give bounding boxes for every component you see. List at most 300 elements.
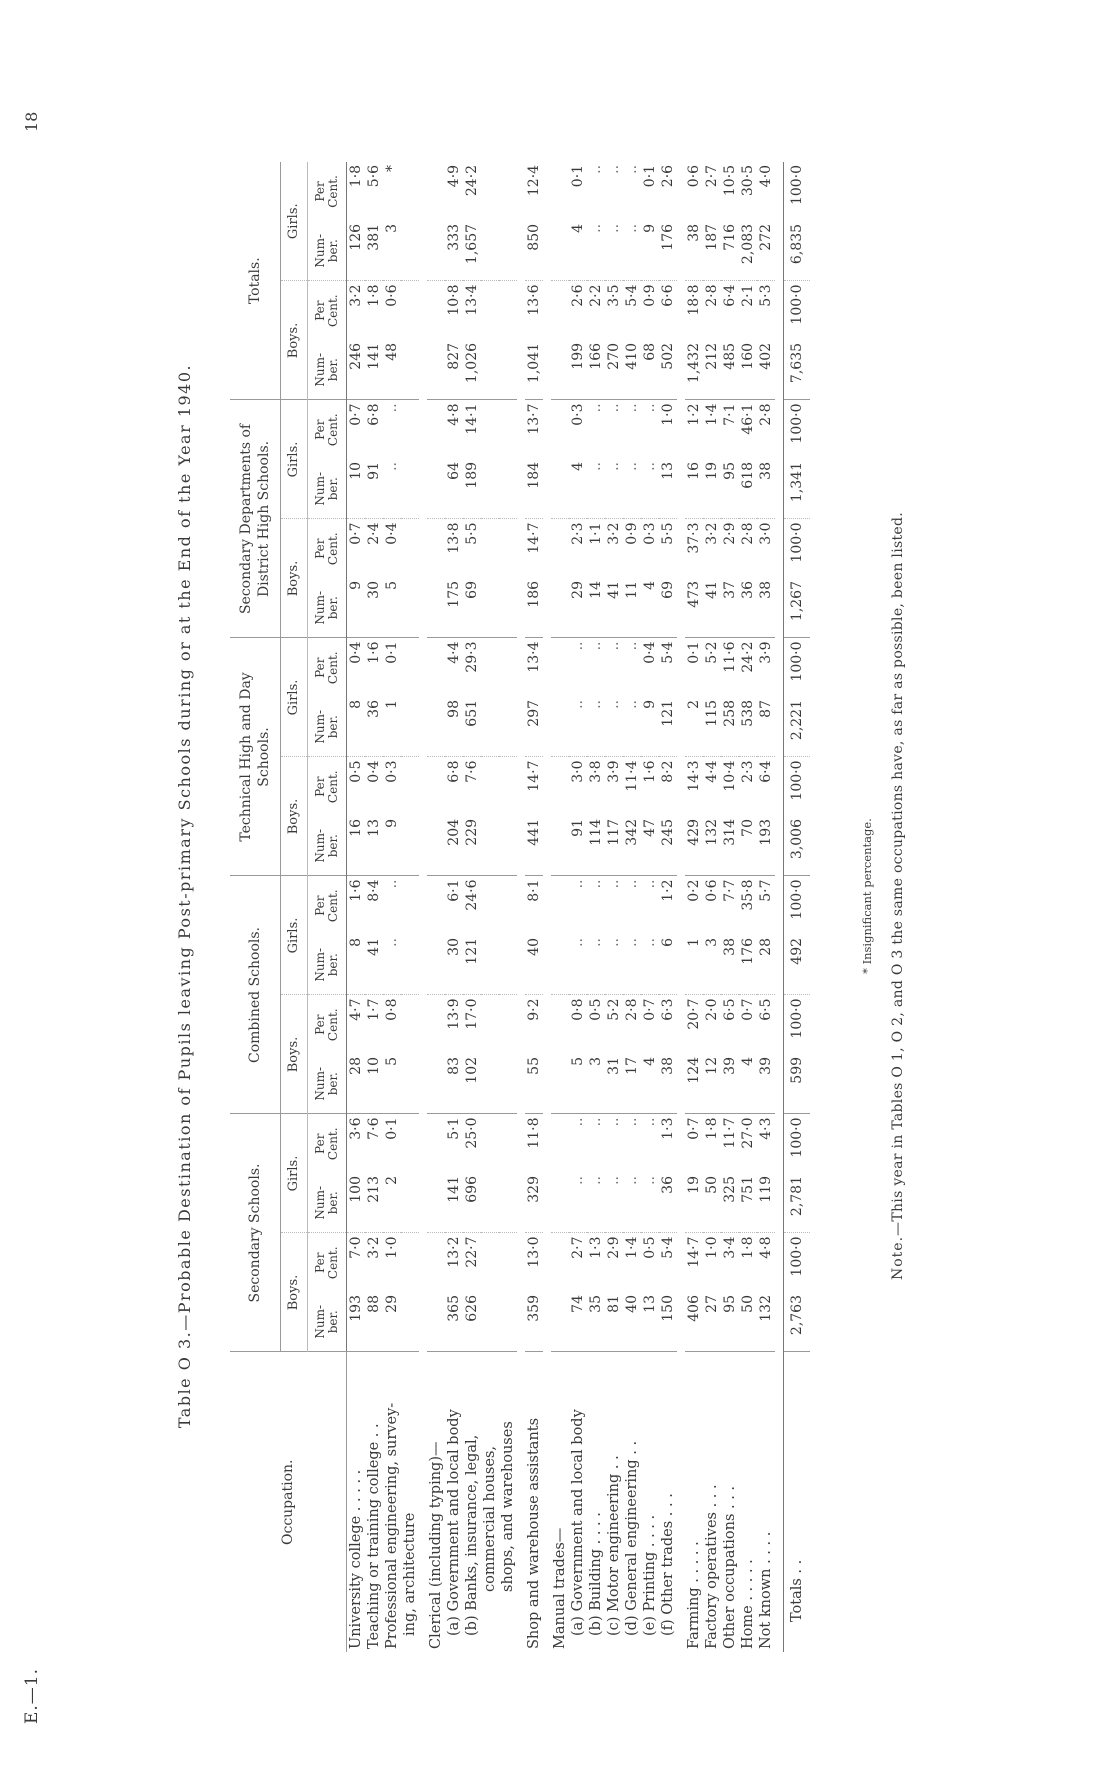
row-spacer [543,162,551,1652]
number-cell: 95 [721,459,739,519]
table-note [890,0,906,1792]
percent-cell [499,519,517,578]
percent-cell [499,995,517,1054]
number-cell: 37 [721,578,739,638]
number-cell [427,221,445,281]
percent-cell [401,757,419,816]
number-cell [551,935,569,995]
number-cell [401,221,419,281]
number-cell: .. [587,459,605,519]
number-cell [551,1292,569,1352]
number-cell: .. [569,935,587,995]
percent-cell: 10·4 [722,760,738,792]
number-cell: 9 [383,816,401,876]
number-cell [401,340,419,400]
percent-cell: .. [606,164,622,174]
percent-cell: 11·6 [722,641,738,673]
percent-cell [427,162,445,221]
occupation-label: (b) Banks, insurance, legal, [464,1434,480,1636]
table-row [587,162,605,1652]
percent-cell: .. [606,879,622,889]
number-cell: 7,635 [784,340,811,400]
number-cell: 406 [685,1292,703,1352]
percent-cell [499,876,517,935]
number-cell: .. [605,1173,623,1233]
table-row [739,162,757,1652]
number-cell: 381 [365,221,383,281]
number-header: Num-ber. [308,935,347,995]
percent-cell: 7·6 [464,760,480,783]
percent-header: Per Cent. [308,519,347,578]
number-cell [551,697,569,757]
number-cell: 83 [445,1054,463,1114]
percent-cell: 1·2 [686,403,702,426]
number-cell: .. [383,935,401,995]
number-cell: 35 [587,1292,605,1352]
percent-cell [427,1114,445,1173]
percent-cell [401,1114,419,1173]
number-cell: 204 [445,816,463,876]
percent-cell: 18·8 [686,284,702,316]
number-cell: 11 [623,578,641,638]
table-row [463,162,481,1652]
number-cell: 4 [641,578,659,638]
number-cell: 1,041 [525,340,543,400]
number-cell: 186 [525,578,543,638]
page-reference: E.—1. [22,1668,42,1725]
occupation-label: Factory operatives . . . [704,1484,720,1649]
percent-cell: 2·1 [740,284,756,307]
table-title: Table O 3.—Probable Destination of Pupils leaving Post-primary Schools during or at the End of the Year 1940. [175,363,194,1429]
number-cell [481,1054,499,1114]
percent-cell: 100·0 [784,519,811,578]
number-cell [481,816,499,876]
percent-cell: 2·9 [606,1236,622,1259]
number-cell: 9 [641,221,659,281]
percent-cell: 13·7 [526,403,542,435]
number-cell: 68 [641,340,659,400]
percent-cell: 0·7 [348,522,364,545]
sex-header-girls: Girls. [281,162,308,281]
totals-label: Totals . . [784,1352,811,1652]
percent-cell [401,519,419,578]
number-cell: 2 [383,1173,401,1233]
percent-cell: 2·8 [758,403,774,426]
spacer-cell [543,162,551,1652]
percent-cell: 5·4 [660,1236,676,1259]
number-cell: 30 [365,578,383,638]
percent-cell: 1·8 [348,164,364,188]
number-cell: 41 [703,578,721,638]
percent-cell: 13·4 [464,284,480,316]
number-cell: 4 [739,1054,757,1114]
number-cell: 29 [383,1292,401,1352]
percent-cell [401,162,419,221]
number-cell: 69 [659,578,677,638]
number-cell: 410 [623,340,641,400]
percent-cell: 14·7 [526,522,542,554]
percent-cell: 3·2 [704,522,720,545]
number-cell: .. [587,1173,605,1233]
percent-cell: 0·5 [588,998,604,1021]
number-header: Num-ber. [308,340,347,400]
number-cell: 121 [659,697,677,757]
percent-cell [427,519,445,578]
table-row [427,162,445,1652]
number-cell: 9 [347,578,366,638]
percent-cell [551,400,569,459]
percent-cell: 5·7 [758,879,774,902]
number-cell: 132 [703,816,721,876]
number-cell: 14 [587,578,605,638]
percent-cell [481,400,499,459]
footnote: * Insignificant percentage. [860,818,874,974]
number-cell: 141 [445,1173,463,1233]
percent-cell: 0·5 [642,1236,658,1259]
percent-cell: 6·8 [366,403,382,426]
number-cell: 402 [757,340,775,400]
number-cell: 3,006 [784,816,811,876]
number-cell [401,1054,419,1114]
number-cell: 651 [463,697,481,757]
number-cell: 41 [365,935,383,995]
number-cell [551,1054,569,1114]
number-cell: 212 [703,340,721,400]
percent-cell: 4·0 [758,164,774,188]
percent-cell: 35·8 [740,879,756,911]
percent-cell: 3·4 [722,1236,738,1259]
number-cell: .. [605,697,623,757]
percent-cell: 8·1 [526,879,542,902]
note-lead: Note. [890,1235,906,1280]
percent-cell: 4·3 [758,1117,774,1140]
percent-cell: .. [384,879,400,889]
number-cell: 30 [445,935,463,995]
occupation-label: Professional engineering, survey- [384,1402,400,1649]
occupation-header: Occupation. [230,1352,347,1652]
number-cell: 176 [659,221,677,281]
number-cell: 40 [623,1292,641,1352]
number-cell [401,1173,419,1233]
destination-table [230,162,810,1652]
number-cell [401,697,419,757]
number-cell: 13 [659,459,677,519]
percent-cell [551,876,569,935]
percent-header: Per Cent. [308,281,347,340]
number-cell [481,578,499,638]
percent-cell: 13·9 [446,998,462,1030]
number-cell: .. [605,935,623,995]
percent-cell: 2·9 [722,522,738,545]
table-row [525,162,543,1652]
number-cell: 1,341 [784,459,811,519]
percent-cell: 1·6 [348,879,364,902]
number-cell: 74 [569,1292,587,1352]
number-cell: 12 [703,1054,721,1114]
number-cell: 126 [347,221,366,281]
percent-cell: .. [642,879,658,889]
occupation-label: (a) Government and local body [570,1409,586,1636]
number-cell [427,459,445,519]
spacer-cell [775,162,784,1652]
number-cell: 119 [757,1173,775,1233]
number-cell: 95 [721,1292,739,1352]
number-cell: 13 [365,816,383,876]
percent-cell: 100·0 [784,638,811,697]
percent-cell [499,638,517,697]
number-cell: 17 [623,1054,641,1114]
number-cell: 5 [569,1054,587,1114]
percent-cell: 0·1 [570,164,586,188]
percent-cell: 100·0 [784,995,811,1054]
number-cell: 102 [463,1054,481,1114]
percent-cell: * [384,164,400,172]
number-cell: 160 [739,340,757,400]
percent-cell: 2·0 [704,998,720,1021]
number-cell: 270 [605,340,623,400]
percent-cell: 5·2 [606,998,622,1021]
percent-header: Per Cent. [308,995,347,1054]
percent-cell: 0·7 [642,998,658,1021]
number-cell: 3 [587,1054,605,1114]
row-spacer [419,162,427,1652]
occupation-label: (e) Printing . . . . [642,1514,658,1636]
number-cell: 36 [659,1173,677,1233]
number-cell [427,1173,445,1233]
percent-cell: .. [624,403,640,413]
table-header [230,162,347,1652]
percent-cell: 14·3 [686,760,702,792]
number-cell: 27 [703,1292,721,1352]
percent-cell [551,995,569,1054]
number-cell: 441 [525,816,543,876]
number-cell: 36 [365,697,383,757]
percent-cell [427,876,445,935]
number-cell [401,459,419,519]
number-cell: 28 [757,935,775,995]
table-row [499,162,517,1652]
percent-header: Per Cent. [308,638,347,697]
number-cell: 87 [757,697,775,757]
number-cell: 64 [445,459,463,519]
number-cell: 38 [757,578,775,638]
number-cell: 176 [739,935,757,995]
percent-cell: 100·0 [784,757,811,816]
percent-cell: 1·8 [704,1117,720,1140]
number-cell: 166 [587,340,605,400]
number-cell: 502 [659,340,677,400]
percent-header: Per Cent. [308,400,347,459]
percent-cell: 4·4 [446,641,462,664]
percent-cell: 4·9 [446,164,462,188]
table-row [757,162,775,1652]
percent-cell [499,1114,517,1173]
percent-cell: .. [624,641,640,651]
percent-cell: 5·5 [464,522,480,545]
number-cell: .. [383,459,401,519]
number-cell [427,816,445,876]
percent-cell: .. [606,641,622,651]
percent-cell [427,281,445,340]
number-cell: 48 [383,340,401,400]
percent-cell: 100·0 [784,162,811,221]
percent-cell: 100·0 [784,1233,811,1292]
percent-cell [499,400,517,459]
number-cell: .. [587,697,605,757]
table-row [569,162,587,1652]
occupation-label: shops, and warehouses [500,1421,516,1592]
number-cell: 246 [347,340,366,400]
number-cell: 5 [383,578,401,638]
number-cell: 359 [525,1292,543,1352]
percent-cell: .. [588,1117,604,1127]
number-header: Num-ber. [308,578,347,638]
number-cell: 9 [641,697,659,757]
percent-cell: .. [588,164,604,174]
number-cell: 325 [721,1173,739,1233]
percent-cell: 0·7 [686,1117,702,1140]
percent-cell: 0·4 [366,760,382,783]
percent-cell: 5·6 [366,164,382,188]
percent-cell [499,1233,517,1292]
number-cell: 39 [757,1054,775,1114]
table-row [703,162,721,1652]
percent-cell: 2·8 [704,284,720,307]
percent-cell: 0·3 [642,522,658,545]
percent-cell: 1·3 [660,1117,676,1140]
percent-cell: 2·7 [570,1236,586,1259]
percent-cell: 4·8 [446,403,462,426]
percent-cell: 0·8 [570,998,586,1021]
sex-header-girls: Girls. [281,876,308,995]
number-cell [499,1173,517,1233]
number-cell: 16 [347,816,366,876]
percent-cell: 5·4 [624,284,640,307]
number-cell: 229 [463,816,481,876]
number-cell: 189 [463,459,481,519]
occupation-label: (b) Building . . . . [588,1512,604,1636]
percent-cell: 13·8 [446,522,462,554]
number-cell: .. [587,935,605,995]
percent-cell: 0·1 [384,641,400,664]
percent-cell: 5·4 [660,641,676,664]
number-cell: 38 [721,935,739,995]
number-cell: .. [641,459,659,519]
percent-cell: 1·6 [642,760,658,783]
percent-cell: 1·7 [366,998,382,1021]
spacer-cell [677,162,685,1652]
percent-cell: 2·4 [366,522,382,545]
number-cell: .. [605,459,623,519]
percent-cell: 10·8 [446,284,462,316]
percent-cell: 3·6 [348,1117,364,1140]
percent-cell: 7·7 [722,879,738,902]
number-cell: 19 [685,1173,703,1233]
occupation-label: Shop and warehouse assistants [526,1417,542,1649]
percent-cell: 5·5 [660,522,676,545]
number-cell: 6 [659,935,677,995]
number-cell: 1,657 [463,221,481,281]
percent-cell: 1·0 [704,1236,720,1259]
percent-cell [481,281,499,340]
number-cell: 485 [721,340,739,400]
number-cell [427,340,445,400]
number-cell: 2,763 [784,1292,811,1352]
number-cell: 3 [383,221,401,281]
number-header: Num-ber. [308,221,347,281]
number-cell [551,340,569,400]
percent-cell: 11·8 [526,1117,542,1149]
spacer-cell [419,162,427,1652]
number-cell: .. [623,1173,641,1233]
sex-header-boys: Boys. [281,995,308,1114]
number-cell [499,340,517,400]
occupation-label: (c) Motor engineering . . [606,1455,622,1636]
number-cell [427,578,445,638]
table-row [347,162,366,1652]
number-cell: .. [623,935,641,995]
percent-cell: 7·0 [348,1236,364,1259]
percent-cell: 7·1 [722,403,738,426]
number-cell: 117 [605,816,623,876]
table-row [401,162,419,1652]
percent-cell: 3·9 [606,760,622,783]
number-cell: 114 [587,816,605,876]
number-cell: .. [569,1173,587,1233]
percent-cell: 3·9 [758,641,774,664]
table-row [383,162,401,1652]
number-cell: 47 [641,816,659,876]
percent-cell [481,1114,499,1173]
number-header: Num-ber. [308,1054,347,1114]
percent-cell: 1·4 [704,403,720,426]
number-cell: .. [587,221,605,281]
number-cell: 342 [623,816,641,876]
percent-cell: 14·7 [526,760,542,792]
number-cell: 38 [685,221,703,281]
percent-cell [481,519,499,578]
number-cell [551,1173,569,1233]
number-cell [401,1292,419,1352]
percent-cell [427,995,445,1054]
percent-cell: 6·3 [660,998,676,1021]
number-cell [499,1054,517,1114]
number-cell: .. [623,697,641,757]
percent-cell [481,876,499,935]
number-cell: 827 [445,340,463,400]
number-header: Num-ber. [308,816,347,876]
number-cell: 4 [569,459,587,519]
percent-cell: 0·6 [384,284,400,307]
number-cell: 297 [525,697,543,757]
percent-cell: 13·2 [446,1236,462,1268]
percent-cell: 5·1 [446,1117,462,1140]
number-cell: 213 [365,1173,383,1233]
table-row [551,162,569,1652]
percent-cell: .. [570,879,586,889]
percent-cell: 10·5 [722,164,738,197]
number-cell: 4 [641,1054,659,1114]
table-row [641,162,659,1652]
number-cell: 16 [685,459,703,519]
percent-cell: 1·8 [366,284,382,307]
number-cell [499,1292,517,1352]
percent-cell: .. [624,1117,640,1127]
percent-cell: .. [624,879,640,889]
number-cell [427,935,445,995]
percent-cell [481,995,499,1054]
percent-cell: 11·7 [722,1117,738,1149]
